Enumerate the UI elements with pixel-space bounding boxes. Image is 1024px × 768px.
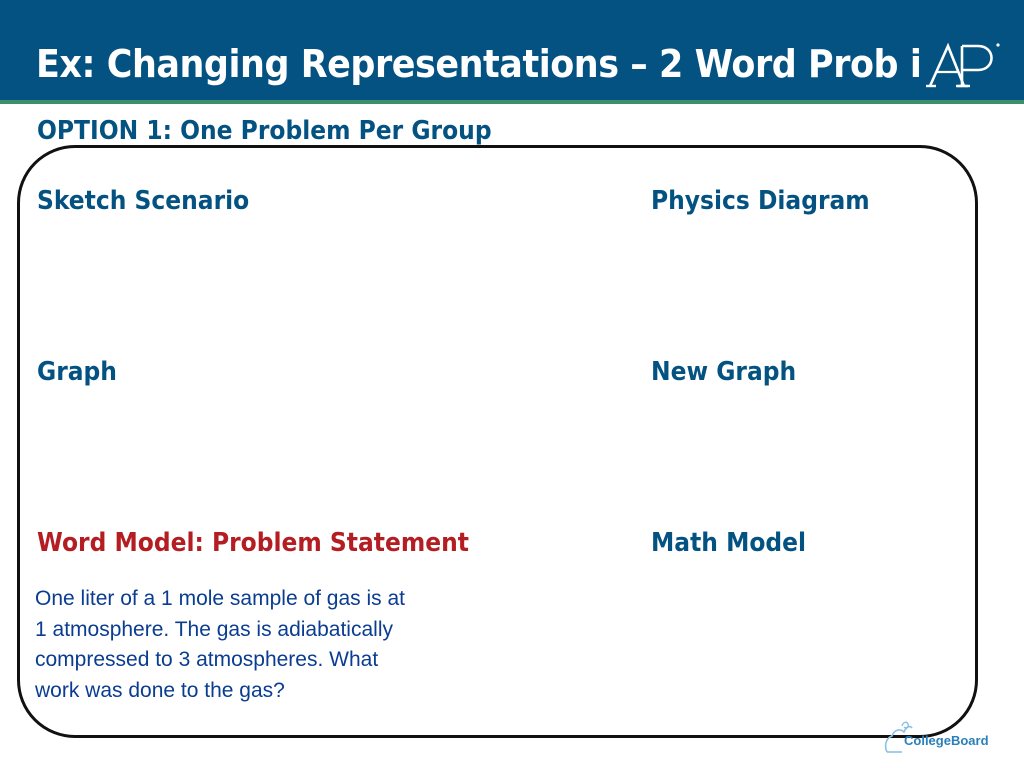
slide-title: Ex: Changing Representations – 2 Word Prob i (36, 42, 922, 86)
problem-line: compressed to 3 atmospheres. What (35, 648, 379, 671)
sketch-scenario-heading: Sketch Scenario (37, 186, 250, 216)
new-graph-heading: New Graph (651, 357, 797, 387)
option-title: OPTION 1: One Problem Per Group (37, 116, 492, 146)
problem-line: 1 atmosphere. The gas is adiabatically (35, 617, 393, 641)
graph-heading: Graph (37, 357, 117, 387)
problem-line: work was done to the gas? (35, 678, 285, 702)
word-model-heading: Word Model: Problem Statement (37, 528, 469, 558)
problem-statement (35, 584, 505, 706)
ap-logo-icon (926, 40, 1002, 90)
collegeboard-logo-text: CollegeBoard (904, 733, 989, 748)
header-stripe (0, 100, 1024, 104)
problem-line: One liter of a 1 mole sample of gas is at (35, 587, 406, 610)
math-model-heading: Math Model (651, 528, 807, 558)
physics-diagram-heading: Physics Diagram (651, 186, 870, 216)
